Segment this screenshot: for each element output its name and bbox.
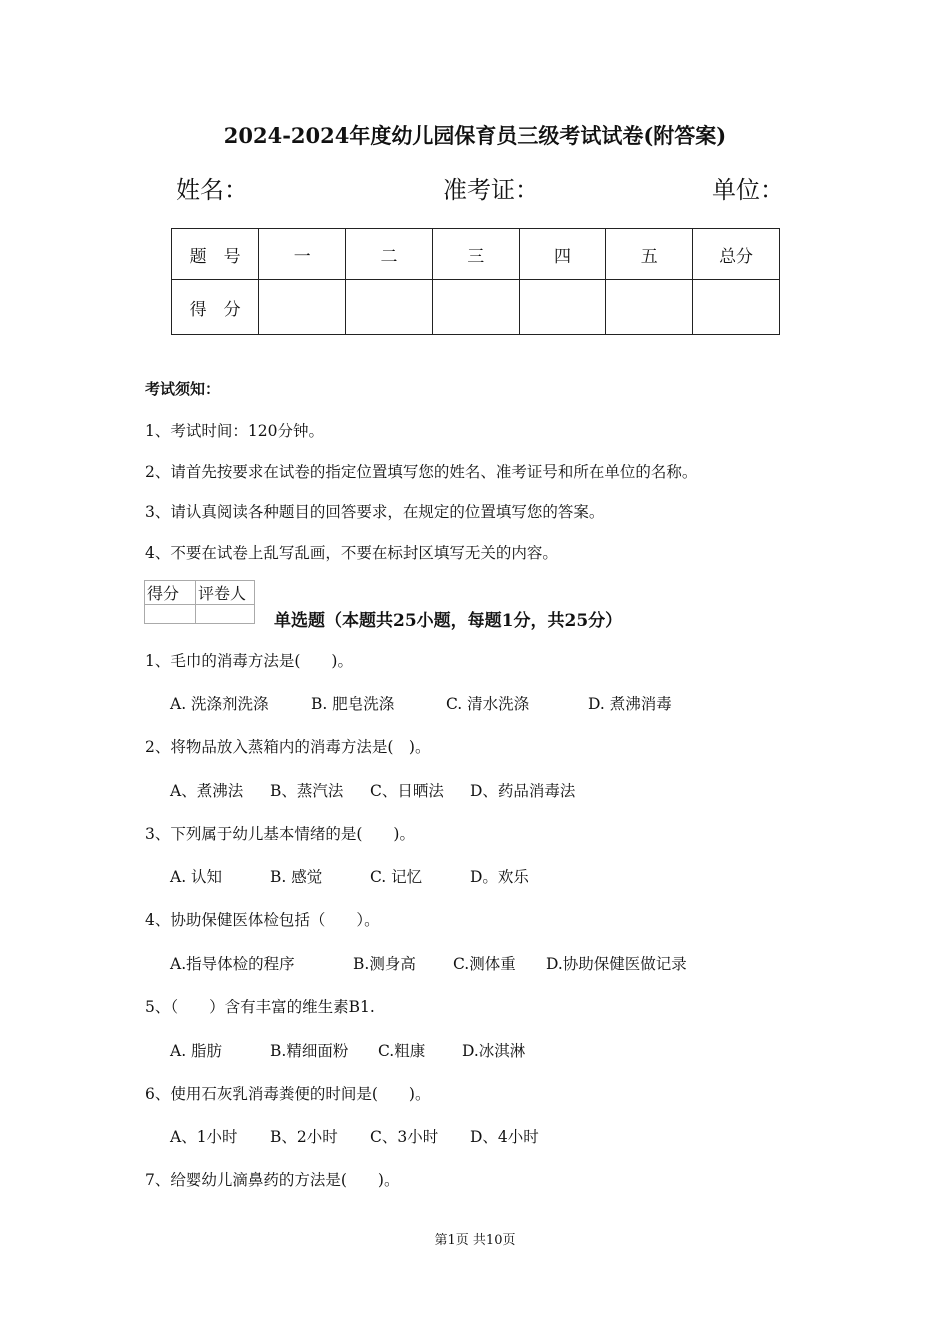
option[interactable]: A. 洗涤剂洗涤 xyxy=(170,695,269,713)
notice-title: 考试须知： xyxy=(145,380,221,398)
option[interactable]: D.冰淇淋 xyxy=(462,1042,526,1060)
option[interactable]: D.协助保健医做记录 xyxy=(546,955,687,973)
grader-box xyxy=(144,580,255,624)
option[interactable]: D. 煮沸消毒 xyxy=(588,695,672,713)
score-header-cell: 五 xyxy=(606,229,693,280)
grader-reviewer-cell[interactable] xyxy=(196,605,255,624)
option[interactable]: D、4小时 xyxy=(470,1128,539,1146)
option[interactable]: B. 肥皂洗涤 xyxy=(311,695,395,713)
grader-reviewer-label: 评卷人 xyxy=(196,581,255,605)
option[interactable]: A. 认知 xyxy=(170,868,223,886)
score-cell[interactable] xyxy=(346,280,433,335)
question-text: 3、下列属于幼儿基本情绪的是( )。 xyxy=(145,825,415,843)
option[interactable]: A、1小时 xyxy=(170,1128,238,1146)
option[interactable]: A. 脂肪 xyxy=(170,1042,223,1060)
score-cell[interactable] xyxy=(693,280,780,335)
question-text: 1、毛巾的消毒方法是( )。 xyxy=(145,652,353,670)
name-label: 姓名： xyxy=(176,176,248,204)
score-row-label: 得 分 xyxy=(172,280,259,335)
option[interactable]: C、日晒法 xyxy=(370,782,444,800)
score-header-cell: 四 xyxy=(519,229,606,280)
score-header-cell: 总分 xyxy=(693,229,780,280)
option[interactable]: D。欢乐 xyxy=(470,868,529,886)
option[interactable]: B. 感觉 xyxy=(270,868,323,886)
option[interactable]: C. 清水洗涤 xyxy=(446,695,530,713)
score-cell[interactable] xyxy=(259,280,346,335)
score-header-cell: 三 xyxy=(432,229,519,280)
notice-item: 3、请认真阅读各种题目的回答要求，在规定的位置填写您的答案。 xyxy=(145,503,605,521)
score-cell[interactable] xyxy=(519,280,606,335)
option[interactable]: C.测体重 xyxy=(453,955,516,973)
score-table-score-row xyxy=(172,280,780,335)
question-text: 6、使用石灰乳消毒粪便的时间是( )。 xyxy=(145,1085,431,1103)
score-header-cell: 一 xyxy=(259,229,346,280)
option[interactable]: A、煮沸法 xyxy=(170,782,244,800)
option[interactable]: B.精细面粉 xyxy=(270,1042,349,1060)
option[interactable]: D、药品消毒法 xyxy=(470,782,576,800)
option[interactable]: C、3小时 xyxy=(370,1128,439,1146)
option[interactable]: B.测身高 xyxy=(353,955,416,973)
section-title: 单选题（本题共25小题，每题1分，共25分） xyxy=(274,611,623,631)
page-title: 2024-2024年度幼儿园保育员三级考试试卷(附答案) xyxy=(223,123,727,148)
question-text: 7、给婴幼儿滴鼻药的方法是( )。 xyxy=(145,1171,400,1189)
notice-item: 2、请首先按要求在试卷的指定位置填写您的姓名、准考证号和所在单位的名称。 xyxy=(145,463,698,481)
option[interactable]: C.粗康 xyxy=(378,1042,426,1060)
question-text: 5、（ ）含有丰富的维生素B1. xyxy=(145,998,375,1016)
grader-score-label: 得分 xyxy=(145,581,196,605)
score-table-header-row xyxy=(172,229,780,280)
ticket-label: 准考证： xyxy=(443,176,539,204)
page-footer: 第1页 共10页 xyxy=(434,1233,516,1248)
notice-item: 4、不要在试卷上乱写乱画，不要在标封区填写无关的内容。 xyxy=(145,544,558,562)
score-header-cell: 题 号 xyxy=(172,229,259,280)
option[interactable]: B、蒸汽法 xyxy=(270,782,344,800)
score-header-cell: 二 xyxy=(346,229,433,280)
grader-score-cell[interactable] xyxy=(145,605,196,624)
notice-item: 1、考试时间：120分钟。 xyxy=(145,422,324,440)
score-cell[interactable] xyxy=(432,280,519,335)
question-text: 2、将物品放入蒸箱内的消毒方法是( )。 xyxy=(145,738,431,756)
option[interactable]: C. 记忆 xyxy=(370,868,423,886)
option[interactable]: B、2小时 xyxy=(270,1128,338,1146)
score-table xyxy=(171,228,780,335)
unit-label: 单位： xyxy=(712,176,784,204)
option[interactable]: A.指导体检的程序 xyxy=(170,955,295,973)
question-text: 4、协助保健医体检包括（ ）。 xyxy=(145,911,380,929)
score-cell[interactable] xyxy=(606,280,693,335)
